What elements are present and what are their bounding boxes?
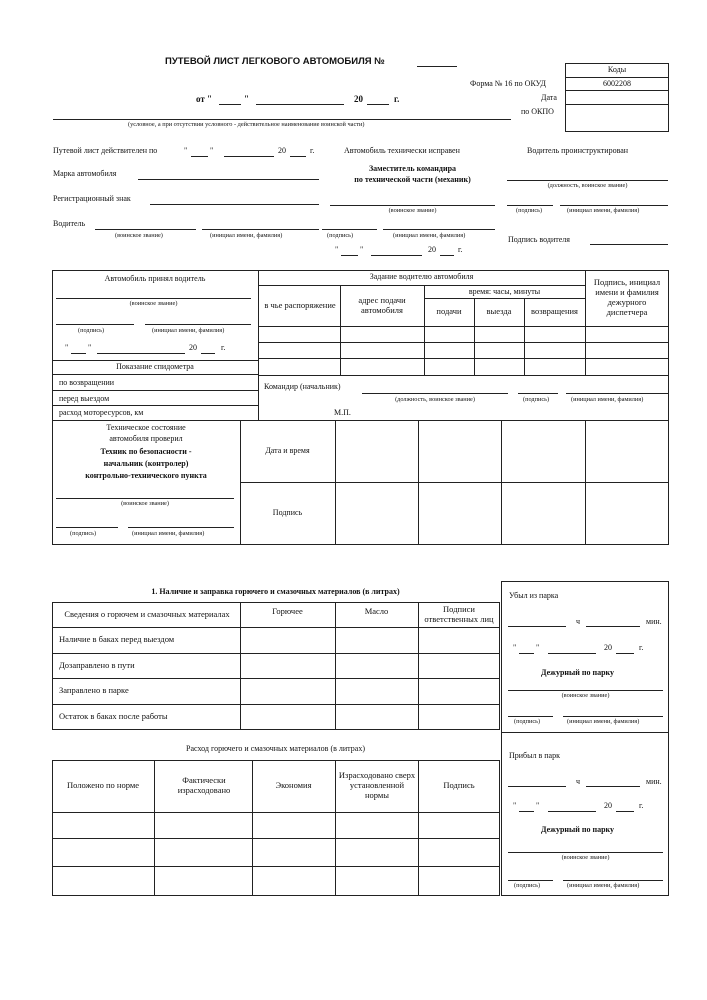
instructed-position-line[interactable] — [507, 180, 668, 181]
accepted-title: Автомобиль принял водитель — [104, 274, 206, 283]
accepted-quote-close: " — [88, 343, 92, 352]
ret-quote-open: " — [513, 801, 517, 810]
ret-duty-rank-line[interactable] — [508, 852, 663, 853]
dispatcher-header: Подпись, инициал имени и фамилия дежурного диспетчера — [593, 277, 661, 317]
valid-label: Путевой лист действителен по — [53, 146, 158, 155]
instructed-sign-line[interactable] — [507, 205, 553, 206]
consumption-col-norm: Положено по норме — [66, 780, 139, 791]
left-day-line[interactable] — [519, 653, 534, 654]
assignment-divider — [340, 285, 341, 375]
ret-duty-name-caption: (инициал имени, фамилия) — [567, 882, 640, 889]
ret-duty-sign-caption: (подпись) — [514, 882, 541, 889]
left-duty-sign-line[interactable] — [508, 716, 553, 717]
accepted-name-caption: (инициал имени, фамилия) — [152, 327, 225, 334]
accepted-name-line[interactable] — [145, 324, 251, 325]
codes-title: Коды — [607, 65, 627, 74]
deputy-name-caption: (инициал имени, фамилия) — [393, 232, 466, 239]
odometer-row-departure: перед выездом — [59, 394, 110, 403]
assignment-divider — [258, 342, 669, 343]
tech-month-line[interactable] — [371, 255, 422, 256]
odometer-divider — [52, 405, 258, 406]
left-month-line[interactable] — [548, 653, 596, 654]
left-year: 20 — [604, 643, 612, 652]
driver-signature-label: Подпись водителя — [508, 235, 570, 244]
okpo-label: по ОКПО — [521, 107, 554, 116]
inspector-rank-line[interactable] — [56, 498, 234, 499]
driver-name-caption: (инициал имени, фамилия) — [210, 232, 283, 239]
month-line[interactable] — [256, 104, 344, 105]
deputy-rank-caption: (воинское звание) — [388, 207, 437, 214]
ret-hour-line[interactable] — [508, 786, 566, 787]
consumption-divider — [52, 838, 500, 839]
left-year-line[interactable] — [616, 653, 634, 654]
tech-quote-close: " — [360, 245, 364, 254]
inspection-line5: контрольно-технического пункта — [85, 471, 207, 480]
odometer-top — [52, 360, 258, 361]
deputy-sign-line[interactable] — [322, 229, 377, 230]
driver-rank-line[interactable] — [95, 229, 196, 230]
assignment-divider — [424, 298, 585, 299]
consumption-divider — [335, 760, 336, 896]
consumption-col-actual: Фактически израсходовано — [177, 775, 231, 795]
tech-quote-open: " — [335, 245, 339, 254]
assignment-divider — [258, 326, 669, 327]
fuel-header-info: Сведения о горючем и смазочных материалах — [64, 609, 230, 620]
col-return: возвращения — [531, 306, 578, 317]
left-duty-officer: Дежурный по парку — [541, 668, 615, 677]
ret-year-line[interactable] — [616, 811, 634, 812]
inspection-line1: Техническое состояние — [106, 423, 186, 432]
date-time-label: Дата и время — [265, 446, 310, 455]
date-quote-close: " — [244, 94, 249, 104]
driver-rank-caption: (воинское звание) — [115, 232, 163, 239]
park-divider — [501, 732, 669, 733]
ret-quote-close: " — [536, 801, 540, 810]
date-code-label: Дата — [541, 93, 557, 102]
odometer-divider — [52, 390, 258, 391]
driver-name-line[interactable] — [202, 229, 319, 230]
col-arrival: подачи — [436, 306, 462, 317]
ret-duty-rank-caption: (воинское звание) — [561, 854, 610, 861]
inspection-line2: автомобиля проверил — [109, 434, 183, 443]
inspection-line4: начальник (контролер) — [103, 459, 189, 468]
col-departure: выезда — [486, 306, 512, 317]
commander-position-caption: (должность, воинское звание) — [395, 396, 475, 403]
stamp-label: М.П. — [334, 408, 351, 417]
instructed-position-caption: (должность, воинское звание) — [547, 182, 628, 189]
fuel-header-signs: Подписи ответственных лиц — [424, 604, 494, 624]
odometer-title: Показание спидометра — [116, 362, 194, 371]
valid-year: 20 — [278, 146, 286, 155]
valid-day-line[interactable] — [191, 156, 208, 157]
assignment-divider — [258, 375, 669, 376]
valid-year-line[interactable] — [290, 156, 306, 157]
ret-year: 20 — [604, 801, 612, 810]
commander-sign-line[interactable] — [518, 393, 558, 394]
date-suffix: г. — [394, 94, 400, 104]
accepted-rank-line[interactable] — [56, 298, 251, 299]
car-brand-label: Марка автомобиля — [53, 169, 117, 178]
inspection-line3: Техник по безопасности - — [100, 447, 192, 456]
assignment-divider — [585, 270, 586, 375]
ret-suffix: г. — [639, 801, 644, 810]
col-disposal: в чье распоряжение — [264, 300, 336, 311]
accepted-suffix: г. — [221, 343, 226, 352]
date-year: 20 — [354, 94, 363, 104]
ret-duty-sign-line[interactable] — [508, 880, 553, 881]
codes-divider — [565, 77, 669, 78]
fuel-header-fuel: Горючее — [272, 606, 303, 616]
left-quote-close: " — [536, 643, 540, 652]
inspector-name-line[interactable] — [128, 527, 234, 528]
accepted-day-line[interactable] — [71, 353, 86, 354]
odometer-row-usage: расход моторесурсов, км — [59, 408, 144, 417]
deputy-line1: Заместитель командира — [368, 164, 457, 173]
fuel-row-before: Наличие в баках перед выездом — [59, 634, 175, 645]
consumption-title: Расход горючего и смазочных материалов (в литрах) — [186, 744, 365, 753]
inspection-sign-label: Подпись — [272, 508, 303, 517]
fuel-section-title: 1. Наличие и заправка горючего и смазочных материалов (в литрах) — [151, 587, 400, 596]
date-from-label: от " — [196, 94, 213, 104]
day-line[interactable] — [219, 104, 241, 105]
year-line[interactable] — [367, 104, 389, 105]
accepted-year: 20 — [189, 343, 197, 352]
left-suffix: г. — [639, 643, 644, 652]
ret-month-line[interactable] — [548, 811, 596, 812]
deputy-line2: по технической части (механик) — [354, 175, 471, 184]
tech-year-line[interactable] — [440, 255, 454, 256]
odometer-divider — [52, 374, 258, 375]
consumption-col-sign: Подпись — [443, 780, 475, 791]
fuel-header-oil: Масло — [364, 606, 389, 616]
reg-sign-label: Регистрационный знак — [53, 194, 131, 203]
ret-minute-label: мин. — [646, 777, 662, 786]
left-duty-name-line[interactable] — [563, 716, 663, 717]
left-minute-label: мин. — [646, 617, 662, 626]
assignment-divider — [258, 358, 669, 359]
col-address: адрес подачи автомобиля — [358, 295, 406, 315]
consumption-col-over: Израсходовано сверх установленной нормы — [338, 770, 416, 800]
assignment-divider — [258, 285, 585, 286]
instructed-sign-caption: (подпись) — [516, 207, 543, 214]
okud-label: Форма № 16 по ОКУД — [470, 79, 546, 88]
fuel-row-refuel-road: Дозаправлено в пути — [59, 659, 135, 670]
valid-suffix: г. — [310, 146, 315, 155]
fuel-row-refuel-park: Заправлено в парке — [59, 685, 129, 696]
tech-day-line[interactable] — [341, 255, 358, 256]
car-brand-line[interactable] — [138, 179, 319, 180]
codes-divider — [565, 90, 669, 91]
valid-month-line[interactable] — [224, 156, 274, 157]
tech-year: 20 — [428, 245, 436, 254]
commander-sign-caption: (подпись) — [523, 396, 550, 403]
inspector-sign-line[interactable] — [56, 527, 118, 528]
middle-divider — [258, 270, 259, 420]
commander-position-line[interactable] — [362, 393, 508, 394]
ret-duty-officer: Дежурный по парку — [541, 825, 615, 834]
left-duty-rank-caption: (воинское звание) — [561, 692, 610, 699]
accepted-sign-caption: (подпись) — [78, 327, 105, 334]
commander-name-line[interactable] — [566, 393, 668, 394]
consumption-divider — [154, 760, 155, 896]
fuel-row-remaining: Остаток в баках после работы — [59, 711, 168, 722]
ret-duty-name-line[interactable] — [563, 880, 663, 881]
left-hour-line[interactable] — [508, 626, 566, 627]
accepted-month-line[interactable] — [97, 353, 185, 354]
left-duty-name-caption: (инициал имени, фамилия) — [567, 718, 640, 725]
driver-label: Водитель — [53, 219, 86, 228]
ret-hour-label: ч — [576, 777, 581, 786]
left-duty-rank-line[interactable] — [508, 690, 663, 691]
accepted-rank-caption: (воинское звание) — [129, 300, 178, 307]
driver-signature-line[interactable] — [590, 244, 668, 245]
instructed-name-caption: (инициал имени, фамилия) — [567, 207, 640, 214]
accepted-sign-line[interactable] — [56, 324, 134, 325]
left-minute-line[interactable] — [586, 626, 640, 627]
inspection-top — [52, 420, 669, 421]
instructed-name-line[interactable] — [560, 205, 668, 206]
park-block — [501, 581, 669, 896]
consumption-col-economy: Экономия — [275, 780, 312, 791]
okud-code: 6002208 — [603, 79, 631, 88]
ret-day-line[interactable] — [519, 811, 534, 812]
instructed-title: Водитель проинструктирован — [527, 146, 629, 155]
left-hour-label: ч — [576, 617, 581, 626]
unit-note: (условное, а при отсутствии условного - действительное наименование воинской части) — [128, 121, 365, 128]
number-line[interactable] — [417, 66, 457, 67]
tech-suffix: г. — [458, 245, 463, 254]
left-park-title: Убыл из парка — [509, 591, 559, 600]
accepted-year-line[interactable] — [201, 353, 215, 354]
commander-name-caption: (инициал имени, фамилия) — [571, 396, 644, 403]
deputy-name-line[interactable] — [383, 229, 495, 230]
valid-quote-close: " — [210, 146, 214, 155]
returned-park-title: Прибыл в парк — [509, 751, 560, 760]
inspector-sign-caption: (подпись) — [70, 530, 97, 537]
deputy-sign-caption: (подпись) — [327, 232, 354, 239]
inspection-divider — [240, 482, 669, 483]
car-ok-label: Автомобиль технически исправен — [344, 146, 460, 155]
left-duty-sign-caption: (подпись) — [514, 718, 541, 725]
reg-sign-line[interactable] — [150, 204, 319, 205]
time-header: время: часы, минуты — [468, 287, 541, 296]
inspector-name-caption: (инициал имени, фамилия) — [132, 530, 205, 537]
commander-label: Командир (начальник) — [264, 382, 341, 391]
deputy-rank-line[interactable] — [330, 205, 495, 206]
odometer-row-return: по возвращении — [59, 378, 115, 387]
assignment-title: Задание водителю автомобиля — [369, 272, 474, 281]
valid-quote-open: " — [184, 146, 188, 155]
codes-divider — [565, 104, 669, 105]
ret-minute-line[interactable] — [586, 786, 640, 787]
consumption-divider — [52, 812, 500, 813]
left-quote-open: " — [513, 643, 517, 652]
form-title: ПУТЕВОЙ ЛИСТ ЛЕГКОВОГО АВТОМОБИЛЯ № — [165, 56, 385, 67]
consumption-divider — [52, 866, 500, 867]
accepted-quote-open: " — [65, 343, 69, 352]
inspector-rank-caption: (воинское звание) — [121, 500, 169, 507]
unit-line[interactable] — [53, 119, 511, 120]
